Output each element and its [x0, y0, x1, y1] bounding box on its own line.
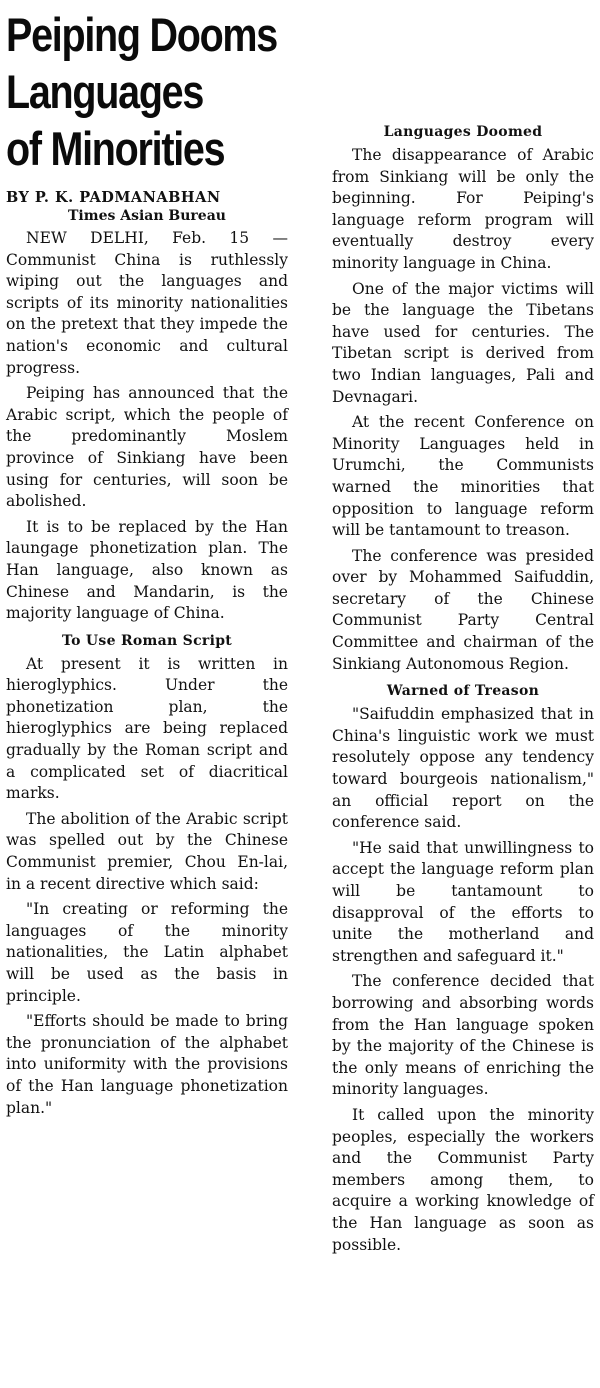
headline-line-2: Languages: [6, 65, 204, 118]
paragraph: At present it is written in hieroglyphics. Under the phonetization plan, the hieroglyphics are being replaced gradually by the Roman script and a complicated set of diacritical marks.: [6, 654, 288, 803]
paragraph: Peiping has announced that the Arabic script, which the people of the predominantly Moslem province of Sinkiang have been using for centuries, will soon be abolished.: [6, 384, 288, 511]
paragraph: The disappearance of Arabic from Sinkiang will be only the beginning. For Peiping's language reform program will eventually destroy every minority language in China.: [332, 146, 594, 272]
right-column: [332, 0, 594, 1256]
paragraph: It is to be replaced by the Han laungage phonetization plan. The Han language, also known as Chinese and Mandarin, is the majority language of China.: [6, 517, 288, 623]
paragraph: At the recent Conference on Minority Languages held in Urumchi, the Communists warned the minorities that opposition to language reform will be tantamount to treason.: [332, 413, 594, 540]
paragraph: NEW DELHI, Feb. 15 — Communist China is ruthlessly wiping out the languages and scripts of its minority nationalities on the pretext that they impede the nation's economic and cultural progress.: [6, 229, 288, 377]
paragraph: One of the major victims will be the language the Tibetans have used for centuries. The Tibetan script is derived from two Indian languages, Pali and Devnagari.: [332, 279, 594, 406]
paragraph: The conference was presided over by Mohammed Saifuddin, secretary of the Chinese Communist Party Central Committee and chairman of the Sinkiang Autonomous Region.: [332, 546, 594, 673]
paragraph: "He said that unwillingness to accept the language reform plan will be tantamount to disapproval of the efforts to unite the motherland and strengthen and safeguard it.": [332, 838, 594, 965]
paragraph: The conference decided that borrowing and absorbing words from the Han language spoken by the majority of the Chinese is the only means of enriching the minority languages.: [332, 972, 594, 1099]
subhead-languages-doomed: Languages Doomed: [383, 124, 543, 140]
byline: BY P. K. PADMANABHAN: [6, 189, 221, 206]
headline-line-1: Peiping Dooms: [6, 8, 277, 61]
bureau-credit: Times Asian Bureau: [68, 208, 226, 224]
headline: [6, 6, 292, 177]
subhead-warned-of-treason: Warned of Treason: [386, 683, 540, 700]
left-column: [6, 0, 288, 1119]
paragraph: The abolition of the Arabic script was spelled out by the Chinese Communist premier, Chou En-lai, in a recent directive which said:: [6, 809, 288, 893]
headline-line-3: of Minorities: [6, 122, 225, 175]
paragraph: It called upon the minority peoples, especially the workers and the Communist Party members among them, to acquire a working knowledge of the Han language as soon as possible.: [332, 1105, 594, 1254]
paragraph: "Saifuddin emphasized that in China's linguistic work we must resolutely oppose any tendency toward bourgeois nationalism," an official report on the conference said.: [332, 705, 594, 832]
paragraph: "In creating or reforming the languages of the minority nationalities, the Latin alphabet will be used as the basis in principle.: [6, 900, 288, 1005]
subhead-roman-script: To Use Roman Script: [61, 632, 233, 649]
paragraph: "Efforts should be made to bring the pronunciation of the alphabet into uniformity with the provisions of the Han language phonetization plan.": [6, 1012, 288, 1117]
